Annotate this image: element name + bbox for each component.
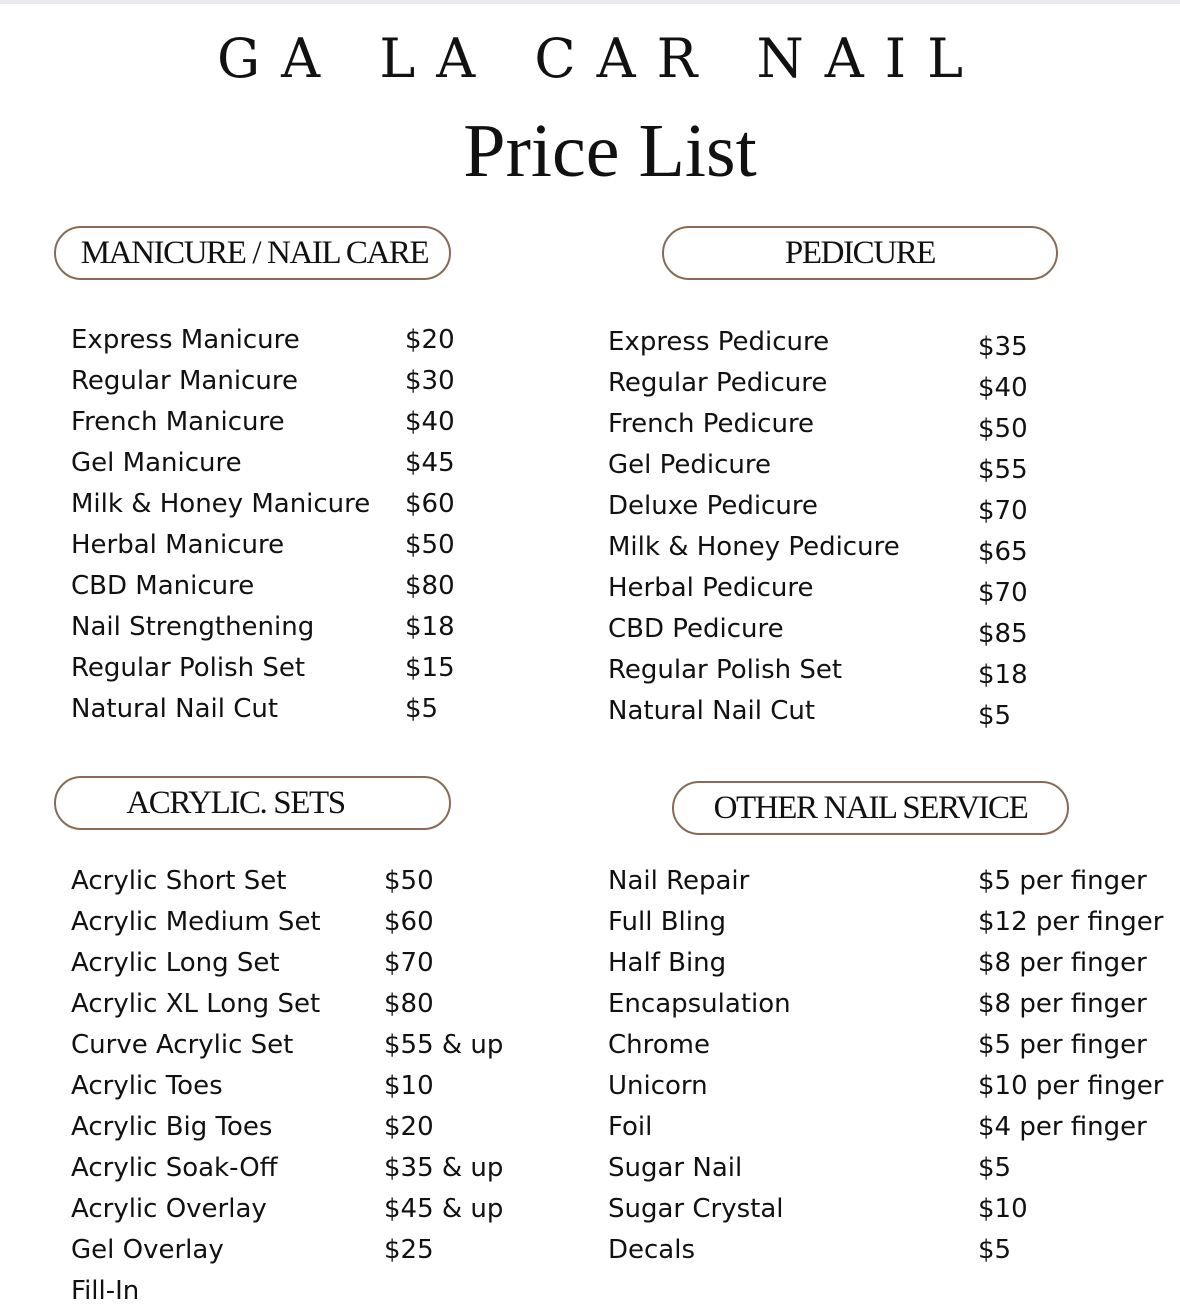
service-name: Regular Pedicure <box>608 368 828 398</box>
service-price: $45 & up <box>384 1194 504 1224</box>
price-row-other <box>608 984 1147 1025</box>
price-row-pedicure <box>608 445 1028 486</box>
service-price: $10 <box>384 1071 434 1101</box>
price-row-manicure <box>71 484 455 525</box>
service-name: Milk & Honey Manicure <box>71 489 371 519</box>
service-price: $15 <box>405 653 455 683</box>
price-row-acrylic <box>71 1148 504 1189</box>
service-price: $18 <box>405 612 455 642</box>
service-price: $85 <box>978 619 1028 649</box>
service-name: French Manicure <box>71 407 285 437</box>
price-row-manicure <box>71 566 455 607</box>
price-row-other <box>608 943 1147 984</box>
service-price: $50 <box>978 414 1028 444</box>
service-name: Gel Manicure <box>71 448 242 478</box>
service-name: Acrylic XL Long Set <box>71 989 321 1019</box>
service-price: $60 <box>405 489 455 519</box>
service-price: $70 <box>384 948 434 978</box>
service-price: $35 & up <box>384 1153 504 1183</box>
price-row-manicure <box>71 361 455 402</box>
service-price: $70 <box>978 578 1028 608</box>
other-service-price-list <box>608 861 1164 1271</box>
price-row-other <box>608 902 1164 943</box>
service-price: $40 <box>405 407 455 437</box>
section-heading-manicure: MANICURE / NAIL CARE <box>54 226 451 280</box>
price-row-pedicure <box>608 650 1028 691</box>
price-row-manicure <box>71 320 455 361</box>
pedicure-price-list <box>608 322 1028 732</box>
service-name: Acrylic Short Set <box>71 866 287 896</box>
service-price: $55 & up <box>384 1030 504 1060</box>
service-price: $5 per finger <box>978 866 1147 896</box>
service-name: Half Bing <box>608 948 727 978</box>
price-row-manicure <box>71 689 439 730</box>
service-name: Nail Repair <box>608 866 750 896</box>
service-price: $8 per finger <box>978 948 1147 978</box>
service-name: Fill-In <box>71 1276 140 1306</box>
service-name: Acrylic Toes <box>71 1071 223 1101</box>
service-name: CBD Pedicure <box>608 614 784 644</box>
service-name: Nail Strengthening <box>71 612 315 642</box>
service-name: Sugar Nail <box>608 1153 743 1183</box>
service-name: Express Manicure <box>71 325 300 355</box>
service-name: Herbal Manicure <box>71 530 285 560</box>
service-name: Curve Acrylic Set <box>71 1030 294 1060</box>
price-row-acrylic <box>71 902 434 943</box>
service-name: Herbal Pedicure <box>608 573 814 603</box>
price-row-acrylic <box>71 1066 434 1107</box>
service-price: $5 <box>978 1153 1012 1183</box>
service-price: $10 <box>978 1194 1028 1224</box>
service-price: $45 <box>405 448 455 478</box>
top-divider <box>0 0 1180 4</box>
service-price: $18 <box>978 660 1028 690</box>
price-row-pedicure <box>608 691 1012 732</box>
service-price: $80 <box>405 571 455 601</box>
price-row-pedicure <box>608 404 1028 445</box>
service-name: Deluxe Pedicure <box>608 491 818 521</box>
service-name: Regular Polish Set <box>71 653 306 683</box>
price-row-other <box>608 1025 1147 1066</box>
price-row-acrylic <box>71 1271 321 1312</box>
service-name: Gel Pedicure <box>608 450 771 480</box>
service-name: Regular Polish Set <box>608 655 843 685</box>
price-row-pedicure <box>608 363 1028 404</box>
service-price: $25 <box>384 1235 434 1265</box>
service-name: Sugar Crystal <box>608 1194 784 1224</box>
price-row-acrylic <box>71 943 434 984</box>
service-price: $10 per finger <box>978 1071 1164 1101</box>
service-name: Foil <box>608 1112 653 1142</box>
service-price: $50 <box>384 866 434 896</box>
service-name: Regular Manicure <box>71 366 298 396</box>
service-price: $5 per finger <box>978 1030 1147 1060</box>
price-row-other <box>608 1066 1164 1107</box>
service-name: Gel Overlay <box>71 1235 224 1265</box>
service-price: $5 <box>405 694 439 724</box>
service-name: Acrylic Overlay <box>71 1194 267 1224</box>
service-price: $5 <box>978 1235 1012 1265</box>
service-price: $8 per finger <box>978 989 1147 1019</box>
acrylic-price-list <box>71 861 504 1312</box>
service-name: Natural Nail Cut <box>608 696 816 726</box>
service-price: $30 <box>405 366 455 396</box>
service-name: French Pedicure <box>608 409 815 439</box>
price-row-pedicure <box>608 322 1028 363</box>
service-price: $50 <box>405 530 455 560</box>
service-price: $65 <box>978 537 1028 567</box>
service-name: Chrome <box>608 1030 710 1060</box>
service-price: $40 <box>978 373 1028 403</box>
manicure-price-list <box>71 320 455 730</box>
price-row-manicure <box>71 525 455 566</box>
service-name: Express Pedicure <box>608 327 830 357</box>
service-name: Acrylic Soak-Off <box>71 1153 278 1183</box>
price-row-manicure <box>71 443 455 484</box>
price-row-acrylic <box>71 1025 504 1066</box>
price-row-pedicure <box>608 568 1028 609</box>
service-name: Acrylic Big Toes <box>71 1112 273 1142</box>
service-name: Full Bling <box>608 907 726 937</box>
page-title: Price List <box>463 109 757 193</box>
service-price: $80 <box>384 989 434 1019</box>
price-row-manicure <box>71 648 455 689</box>
section-heading-other: OTHER NAIL SERVICE <box>672 781 1069 835</box>
price-row-pedicure <box>608 527 1028 568</box>
price-row-other <box>608 1189 1028 1230</box>
service-name: Unicorn <box>608 1071 708 1101</box>
service-name: Encapsulation <box>608 989 791 1019</box>
service-price: $12 per finger <box>978 907 1164 937</box>
service-name: Acrylic Long Set <box>71 948 280 978</box>
price-row-acrylic <box>71 1107 434 1148</box>
price-row-pedicure <box>608 609 1028 650</box>
price-row-other <box>608 1148 1012 1189</box>
price-row-acrylic <box>71 1189 504 1230</box>
salon-name: GA LA CAR NAIL <box>217 27 984 90</box>
service-price: $20 <box>384 1112 434 1142</box>
price-row-acrylic <box>71 984 434 1025</box>
service-price: $60 <box>384 907 434 937</box>
service-name: CBD Manicure <box>71 571 255 601</box>
service-price: $35 <box>978 332 1028 362</box>
section-heading-acrylic: ACRYLIC. SETS <box>54 776 451 830</box>
service-price: $4 per finger <box>978 1112 1147 1142</box>
price-row-pedicure <box>608 486 1028 527</box>
price-row-other <box>608 1230 1012 1271</box>
price-row-acrylic <box>71 861 434 902</box>
section-heading-pedicure: PEDICURE <box>662 226 1058 280</box>
price-row-acrylic <box>71 1230 434 1271</box>
service-price: $70 <box>978 496 1028 526</box>
service-name: Decals <box>608 1235 696 1265</box>
price-row-manicure <box>71 607 455 648</box>
service-price: $55 <box>978 455 1028 485</box>
service-name: Natural Nail Cut <box>71 694 279 724</box>
service-name: Milk & Honey Pedicure <box>608 532 900 562</box>
price-row-manicure <box>71 402 455 443</box>
service-price: $5 <box>978 701 1012 731</box>
service-price: $20 <box>405 325 455 355</box>
price-row-other <box>608 861 1147 902</box>
service-name: Acrylic Medium Set <box>71 907 321 937</box>
price-row-other <box>608 1107 1147 1148</box>
